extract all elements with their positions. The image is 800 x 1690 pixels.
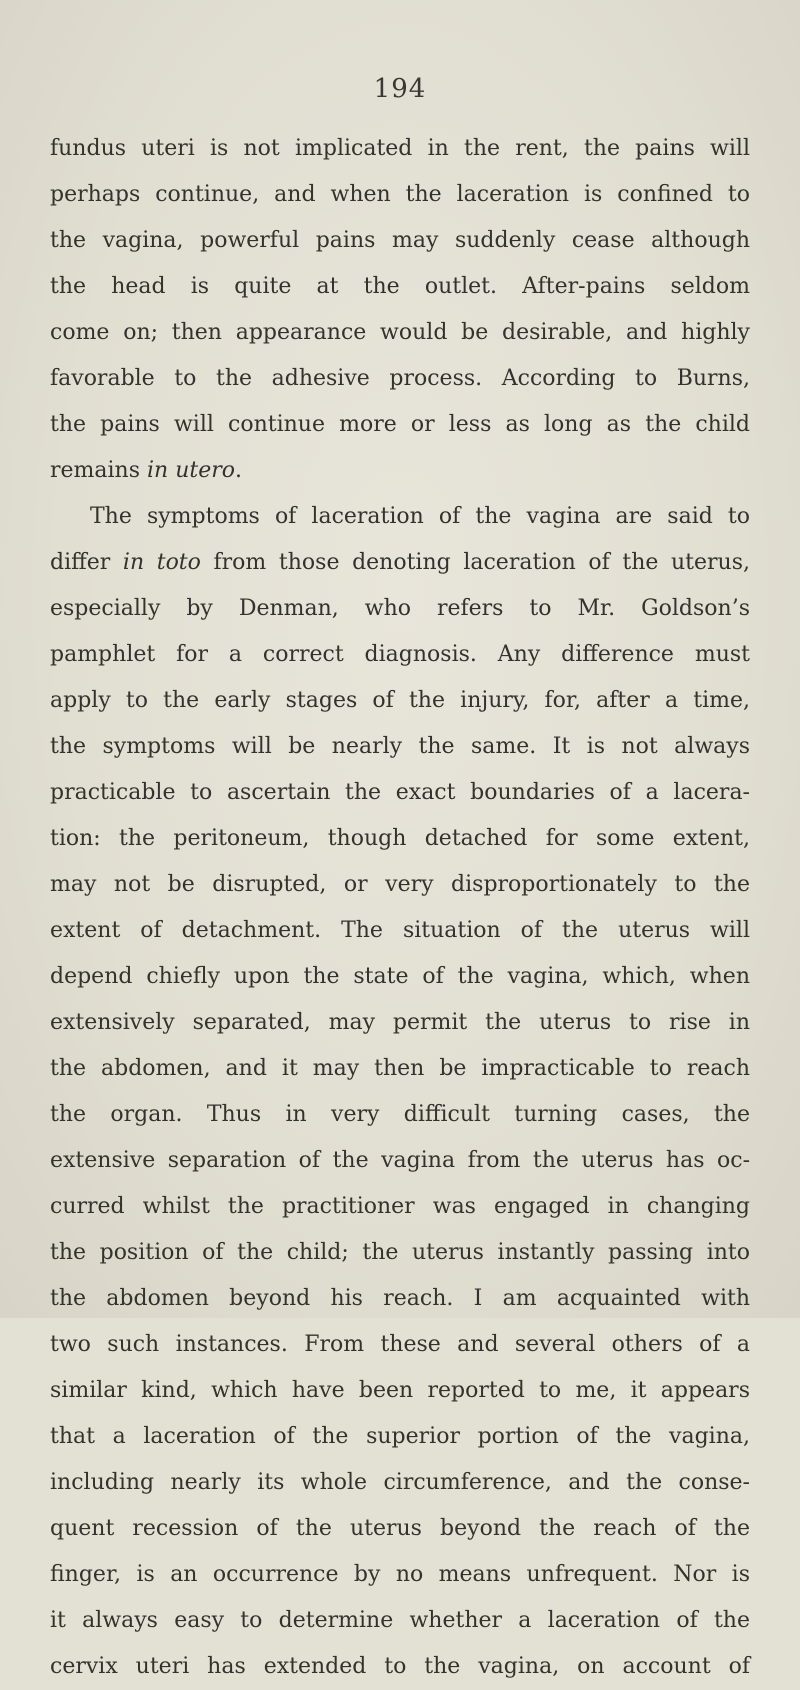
italic-phrase: in toto — [122, 550, 201, 575]
text-line: cervix uteri has extended to the vagina, on account of — [50, 1654, 750, 1679]
text-line: the abdomen beyond his reach. I am acquainted with — [50, 1286, 750, 1311]
text-line: remains in utero. — [50, 458, 243, 483]
text-line: the abdomen, and it may then be impracticable to reach — [50, 1056, 750, 1081]
text-line: that a laceration of the superior portion of the vagina, — [50, 1424, 750, 1449]
text-line: pamphlet for a correct diagnosis. Any difference must — [50, 642, 750, 667]
text-line: apply to the early stages of the injury, for, after a time, — [50, 688, 750, 713]
text-line: including nearly its whole circumference, and the conse- — [50, 1470, 750, 1495]
text-line: practicable to ascertain the exact boundaries of a lacera- — [50, 780, 750, 805]
text-line: extensively separated, may permit the uterus to rise in — [50, 1010, 750, 1035]
text-line: extent of detachment. The situation of the uterus will — [50, 918, 750, 943]
italic-phrase: in utero — [147, 458, 236, 483]
text-line: The symptoms of laceration of the vagina are said to — [90, 504, 750, 529]
text-line: it always easy to determine whether a laceration of the — [50, 1608, 750, 1633]
text-line: favorable to the adhesive process. According to Burns, — [50, 366, 750, 391]
text-line: the pains will continue more or less as long as the child — [50, 412, 750, 437]
body-text — [50, 126, 750, 1690]
text-line: may not be disrupted, or very disproportionately to the — [50, 872, 750, 897]
text-line: perhaps continue, and when the laceration is confined to — [50, 182, 750, 207]
page-number: 194 — [373, 74, 427, 104]
text-line: tion: the peritoneum, though detached for some extent, — [50, 826, 750, 851]
text-line: the organ. Thus in very difficult turning cases, the — [50, 1102, 750, 1127]
text-line: curred whilst the practitioner was engaged in changing — [50, 1194, 750, 1219]
text-line: the head is quite at the outlet. After-pains seldom — [50, 274, 750, 299]
text-line: finger, is an occurrence by no means unfrequent. Nor is — [50, 1562, 750, 1587]
text-line: depend chiefly upon the state of the vagina, which, when — [50, 964, 750, 989]
text-line: the position of the child; the uterus instantly passing into — [50, 1240, 750, 1265]
text-line: fundus uteri is not implicated in the rent, the pains will — [50, 136, 750, 161]
text-line: two such instances. From these and several others of a — [50, 1332, 750, 1357]
text-line: come on; then appearance would be desirable, and highly — [50, 320, 750, 345]
text-line: quent recession of the uterus beyond the reach of the — [50, 1516, 750, 1541]
text-line: similar kind, which have been reported to me, it appears — [50, 1378, 750, 1403]
text-line: differ in toto from those denoting laceration of the uterus, — [50, 550, 751, 575]
text-line: extensive separation of the vagina from the uterus has oc- — [50, 1148, 750, 1173]
text-line: the symptoms will be nearly the same. It is not always — [50, 734, 750, 759]
text-line: especially by Denman, who refers to Mr. Goldson’s — [50, 596, 750, 621]
text-line: the vagina, powerful pains may suddenly cease although — [50, 228, 750, 253]
